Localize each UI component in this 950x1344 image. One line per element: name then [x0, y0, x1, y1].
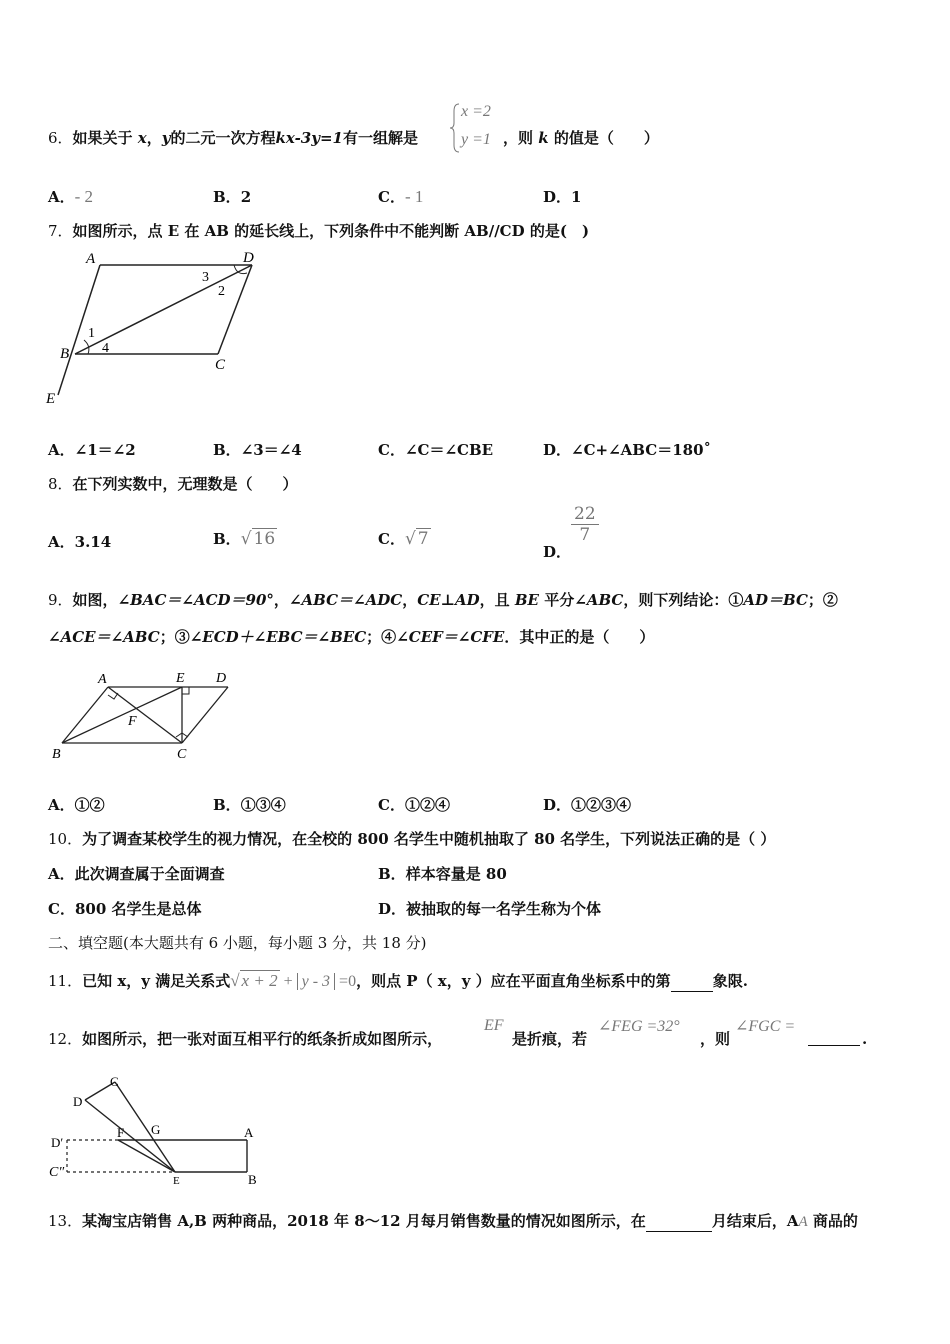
q9-number: 9．	[48, 591, 73, 609]
q6-text: 如果关于	[72, 129, 133, 147]
q11-eq: =0	[335, 973, 357, 990]
option-value: 16	[253, 529, 276, 549]
q10-option-a[interactable]	[48, 864, 225, 884]
q12-label-g: G	[151, 1122, 161, 1137]
q11-number: 11．	[48, 972, 83, 990]
sqrt-icon: √ 7	[404, 529, 429, 549]
q9-cond: ∠CEF＝∠CFE	[396, 628, 505, 646]
q6-system	[450, 101, 502, 155]
q13-text-mid: 月结束后，A	[711, 1212, 799, 1230]
q9-cond: ∠BAC＝∠ACD＝90°	[117, 591, 274, 609]
option-label: B．	[213, 441, 241, 459]
q9-line-ab	[62, 687, 108, 743]
q7-label-a: A	[86, 251, 96, 267]
option-label: B．	[378, 865, 406, 883]
option-value: - 2	[74, 187, 94, 206]
q12-label-cp: C″	[49, 1165, 65, 1180]
q7-angle-3: 3	[202, 270, 209, 285]
q9-option-b[interactable]	[213, 795, 286, 815]
q12-text-end: .	[862, 1030, 868, 1048]
option-label: B．	[213, 530, 241, 548]
option-label: C．	[378, 188, 405, 206]
q6-sys-line1: x =2	[461, 103, 491, 120]
q6-var-k: k	[538, 129, 549, 147]
q10-number: 10．	[48, 830, 83, 848]
q6-option-d[interactable]	[543, 187, 581, 207]
q13-stem	[48, 1211, 858, 1232]
q13-number: 13．	[48, 1212, 83, 1230]
q9-cond: ∠ABC	[574, 591, 624, 609]
q9-label-d: D	[216, 671, 227, 686]
q6-option-a[interactable]	[48, 187, 93, 207]
frac-denominator: 7	[579, 525, 591, 545]
option-label: C．	[378, 530, 405, 548]
option-value: 7	[417, 529, 429, 549]
q7-label-d: D	[243, 250, 254, 266]
q12-label-c: C	[110, 1074, 119, 1089]
q12-label-f: F	[117, 1125, 125, 1140]
q9-text: ；③	[159, 628, 190, 646]
q6-number: 6．	[48, 129, 73, 147]
option-label: D．	[543, 441, 572, 459]
option-label: B．	[213, 796, 241, 814]
q12-label-a: A	[244, 1125, 254, 1140]
q9-label-c: C	[177, 747, 187, 762]
q9-text: ；④	[366, 628, 397, 646]
option-value: ①②	[74, 796, 105, 814]
option-value: ①②③④	[571, 796, 632, 814]
q9-cond: ∠ABC＝∠ADC	[288, 591, 403, 609]
q7-angle-4: 4	[102, 341, 109, 356]
q9-text: 如图，	[72, 591, 118, 609]
option-label: A．	[48, 188, 75, 206]
q9-label-f: F	[128, 714, 137, 729]
option-label: C．	[48, 900, 75, 918]
option-value: ∠C+∠ABC＝180˚	[571, 441, 712, 459]
q10-text: 为了调查某校学生的视力情况，在全校的 800 名学生中随机抽取了 80 名学生，下列说法正确的是（ ）	[82, 830, 776, 848]
option-label: A．	[48, 441, 75, 459]
q9-line-ac	[108, 687, 182, 743]
q11-plus: +	[279, 973, 297, 990]
q12-label-d: D	[73, 1094, 83, 1109]
q9-text: ，且	[479, 591, 515, 609]
q12-line-de	[85, 1100, 175, 1172]
option-value: 此次调查属于全面调查	[74, 865, 225, 883]
q12-text-mid: 是折痕，若	[512, 1030, 588, 1048]
q9-option-c[interactable]	[378, 795, 450, 815]
q11-stem	[48, 970, 748, 992]
q9-cond: ∠ACE＝∠ABC	[48, 628, 160, 646]
q9-label-e: E	[176, 671, 185, 686]
q6-var-x: x	[137, 129, 147, 147]
q12-number: 12．	[48, 1030, 83, 1048]
q6-stem-end	[503, 128, 659, 148]
q12-text-mid2: ，则	[700, 1030, 731, 1048]
q7-angle-1: 1	[88, 326, 95, 341]
q6-stem	[48, 128, 418, 148]
q6-var-y: y	[161, 129, 171, 147]
option-value: 样本容量是 80	[405, 865, 507, 883]
option-value: ①③④	[240, 796, 286, 814]
q12-label-dp: D′	[51, 1135, 64, 1150]
q9-text: ．其中正的是（ ）	[504, 628, 655, 646]
option-label: B．	[213, 188, 241, 206]
q11-abs: y - 3	[297, 973, 335, 990]
q9-cond: ∠ECD＋∠EBC＝∠BEC	[189, 628, 367, 646]
option-value: 800 名学生是总体	[74, 900, 202, 918]
q9-text: ，	[402, 591, 418, 609]
q6-text-mid: 的二元一次方程	[170, 129, 276, 147]
q11-text-end: 象限.	[712, 972, 748, 990]
frac-numerator: 22	[571, 504, 599, 525]
q7-option-d[interactable]	[543, 440, 711, 460]
q6-text-end: 的值是（ ）	[553, 129, 659, 147]
q6-equation: kx-3y=1	[275, 129, 343, 147]
q6-sys-line2: y =1	[461, 131, 491, 148]
q12-ef: EF	[484, 1017, 504, 1034]
q13-a-glyph: A	[798, 1214, 808, 1230]
q12-answer-blank[interactable]	[808, 1029, 860, 1046]
option-label: D．	[378, 900, 407, 918]
q7-number: 7．	[48, 222, 73, 240]
q9-line-be	[62, 687, 182, 743]
q7-label-b: B	[60, 346, 70, 362]
q8-option-b[interactable]	[213, 528, 277, 549]
q10-option-b[interactable]	[378, 864, 507, 884]
q12-label-b: B	[248, 1172, 257, 1187]
q11-text: 已知 x，y 满足关系式	[82, 972, 231, 990]
sqrt-icon: √ x + 2	[230, 971, 278, 990]
option-label: D．	[543, 188, 572, 206]
q12-text: 如图所示，把一张对面互相平行的纸条折成如图所示，	[82, 1030, 443, 1048]
q6-text-mid2: 有一组解是	[342, 129, 418, 147]
q9-cond: BE	[514, 591, 539, 609]
option-value: 1	[571, 188, 582, 206]
q8-number: 8．	[48, 475, 73, 493]
q9-text: 平分	[539, 591, 575, 609]
q11-text-post: ，则点 P（ x，y ）应在平面直角坐标系中的第	[356, 972, 671, 990]
q8-stem	[48, 474, 298, 494]
q9-label-a: A	[98, 672, 107, 687]
option-label: D．	[543, 542, 572, 561]
q7-stem	[48, 221, 589, 241]
q12-angle1: ∠FEG =32°	[598, 1018, 680, 1035]
q7-option-b[interactable]	[213, 440, 302, 460]
q9-label-b: B	[52, 747, 61, 762]
option-label: A．	[48, 865, 75, 883]
q7-text: 如图所示，点 E 在 AB 的延长线上，下列条件中不能判断 AB//CD 的是( )	[72, 222, 590, 240]
q6-text-post: ，则	[503, 129, 534, 147]
q9-stem-line2	[48, 627, 654, 647]
q6-sep: ，	[146, 129, 162, 147]
q12-label-e: E	[173, 1175, 180, 1187]
q8-option-d[interactable]	[543, 504, 599, 561]
q7-label-e: E	[46, 391, 56, 407]
option-value: 被抽取的每一名学生称为个体	[406, 900, 602, 918]
q6-option-b[interactable]	[213, 187, 251, 207]
q12-angle2: ∠FGC =	[735, 1018, 796, 1035]
q10-option-c[interactable]	[48, 899, 202, 919]
q11-expression	[230, 973, 356, 990]
q13-text-end: 商品的	[807, 1212, 858, 1230]
q9-stem-line1	[48, 590, 838, 610]
option-label: A．	[48, 796, 75, 814]
q13-text: 某淘宝店销售 A,B 两种商品，2018 年 8～12 月每月销售数量的情况如图所示，在	[82, 1212, 646, 1230]
option-value: ①②④	[404, 796, 450, 814]
q7-option-a[interactable]	[48, 440, 136, 460]
q7-label-c: C	[215, 357, 226, 373]
q10-stem	[48, 829, 775, 849]
q13-answer-blank[interactable]	[646, 1215, 712, 1232]
q10-option-d[interactable]	[378, 899, 601, 919]
option-label: D．	[543, 796, 572, 814]
q8-option-c[interactable]	[378, 528, 431, 549]
option-label: A．	[48, 533, 75, 551]
q12-figure	[45, 1070, 275, 1190]
q9-line-dc	[182, 687, 228, 743]
q9-cond: CE⊥AD	[417, 591, 480, 609]
q12-line-fe	[118, 1140, 175, 1172]
q8-option-a[interactable]	[48, 532, 111, 552]
option-value: - 1	[404, 187, 424, 206]
q9-right-angle-e	[182, 687, 189, 694]
q9-cond: AD＝BC	[743, 591, 808, 609]
q9-text: ，	[273, 591, 289, 609]
q8-text: 在下列实数中，无理数是（ ）	[72, 475, 298, 493]
q7-option-c[interactable]	[378, 440, 493, 460]
q9-option-a[interactable]	[48, 795, 105, 815]
q6-option-c[interactable]	[378, 187, 423, 207]
q9-text: ，则下列结论：①	[623, 591, 744, 609]
q11-radicand: x + 2	[241, 971, 278, 990]
option-value: ∠1＝∠2	[74, 441, 136, 459]
q7-figure	[40, 245, 270, 410]
q11-answer-blank[interactable]	[671, 975, 713, 992]
option-value: ∠C＝∠CBE	[404, 441, 494, 459]
q7-arc-b	[84, 340, 89, 354]
option-label: C．	[378, 796, 405, 814]
q9-figure	[48, 665, 248, 765]
q7-line-dc	[218, 265, 252, 354]
option-value: ∠3＝∠4	[240, 441, 302, 459]
sqrt-icon: √ 16	[240, 529, 276, 549]
option-value: 2	[240, 188, 252, 206]
section2-title: 二、填空题(本大题共有 6 小题，每小题 3 分，共 18 分)	[48, 934, 427, 952]
q9-text: ；②	[807, 591, 838, 609]
q9-option-d[interactable]	[543, 795, 631, 815]
option-value: 3.14	[74, 533, 112, 551]
fraction	[571, 504, 599, 545]
option-label: C．	[378, 441, 405, 459]
q7-angle-2: 2	[218, 284, 225, 299]
q12-stem	[48, 1029, 442, 1049]
